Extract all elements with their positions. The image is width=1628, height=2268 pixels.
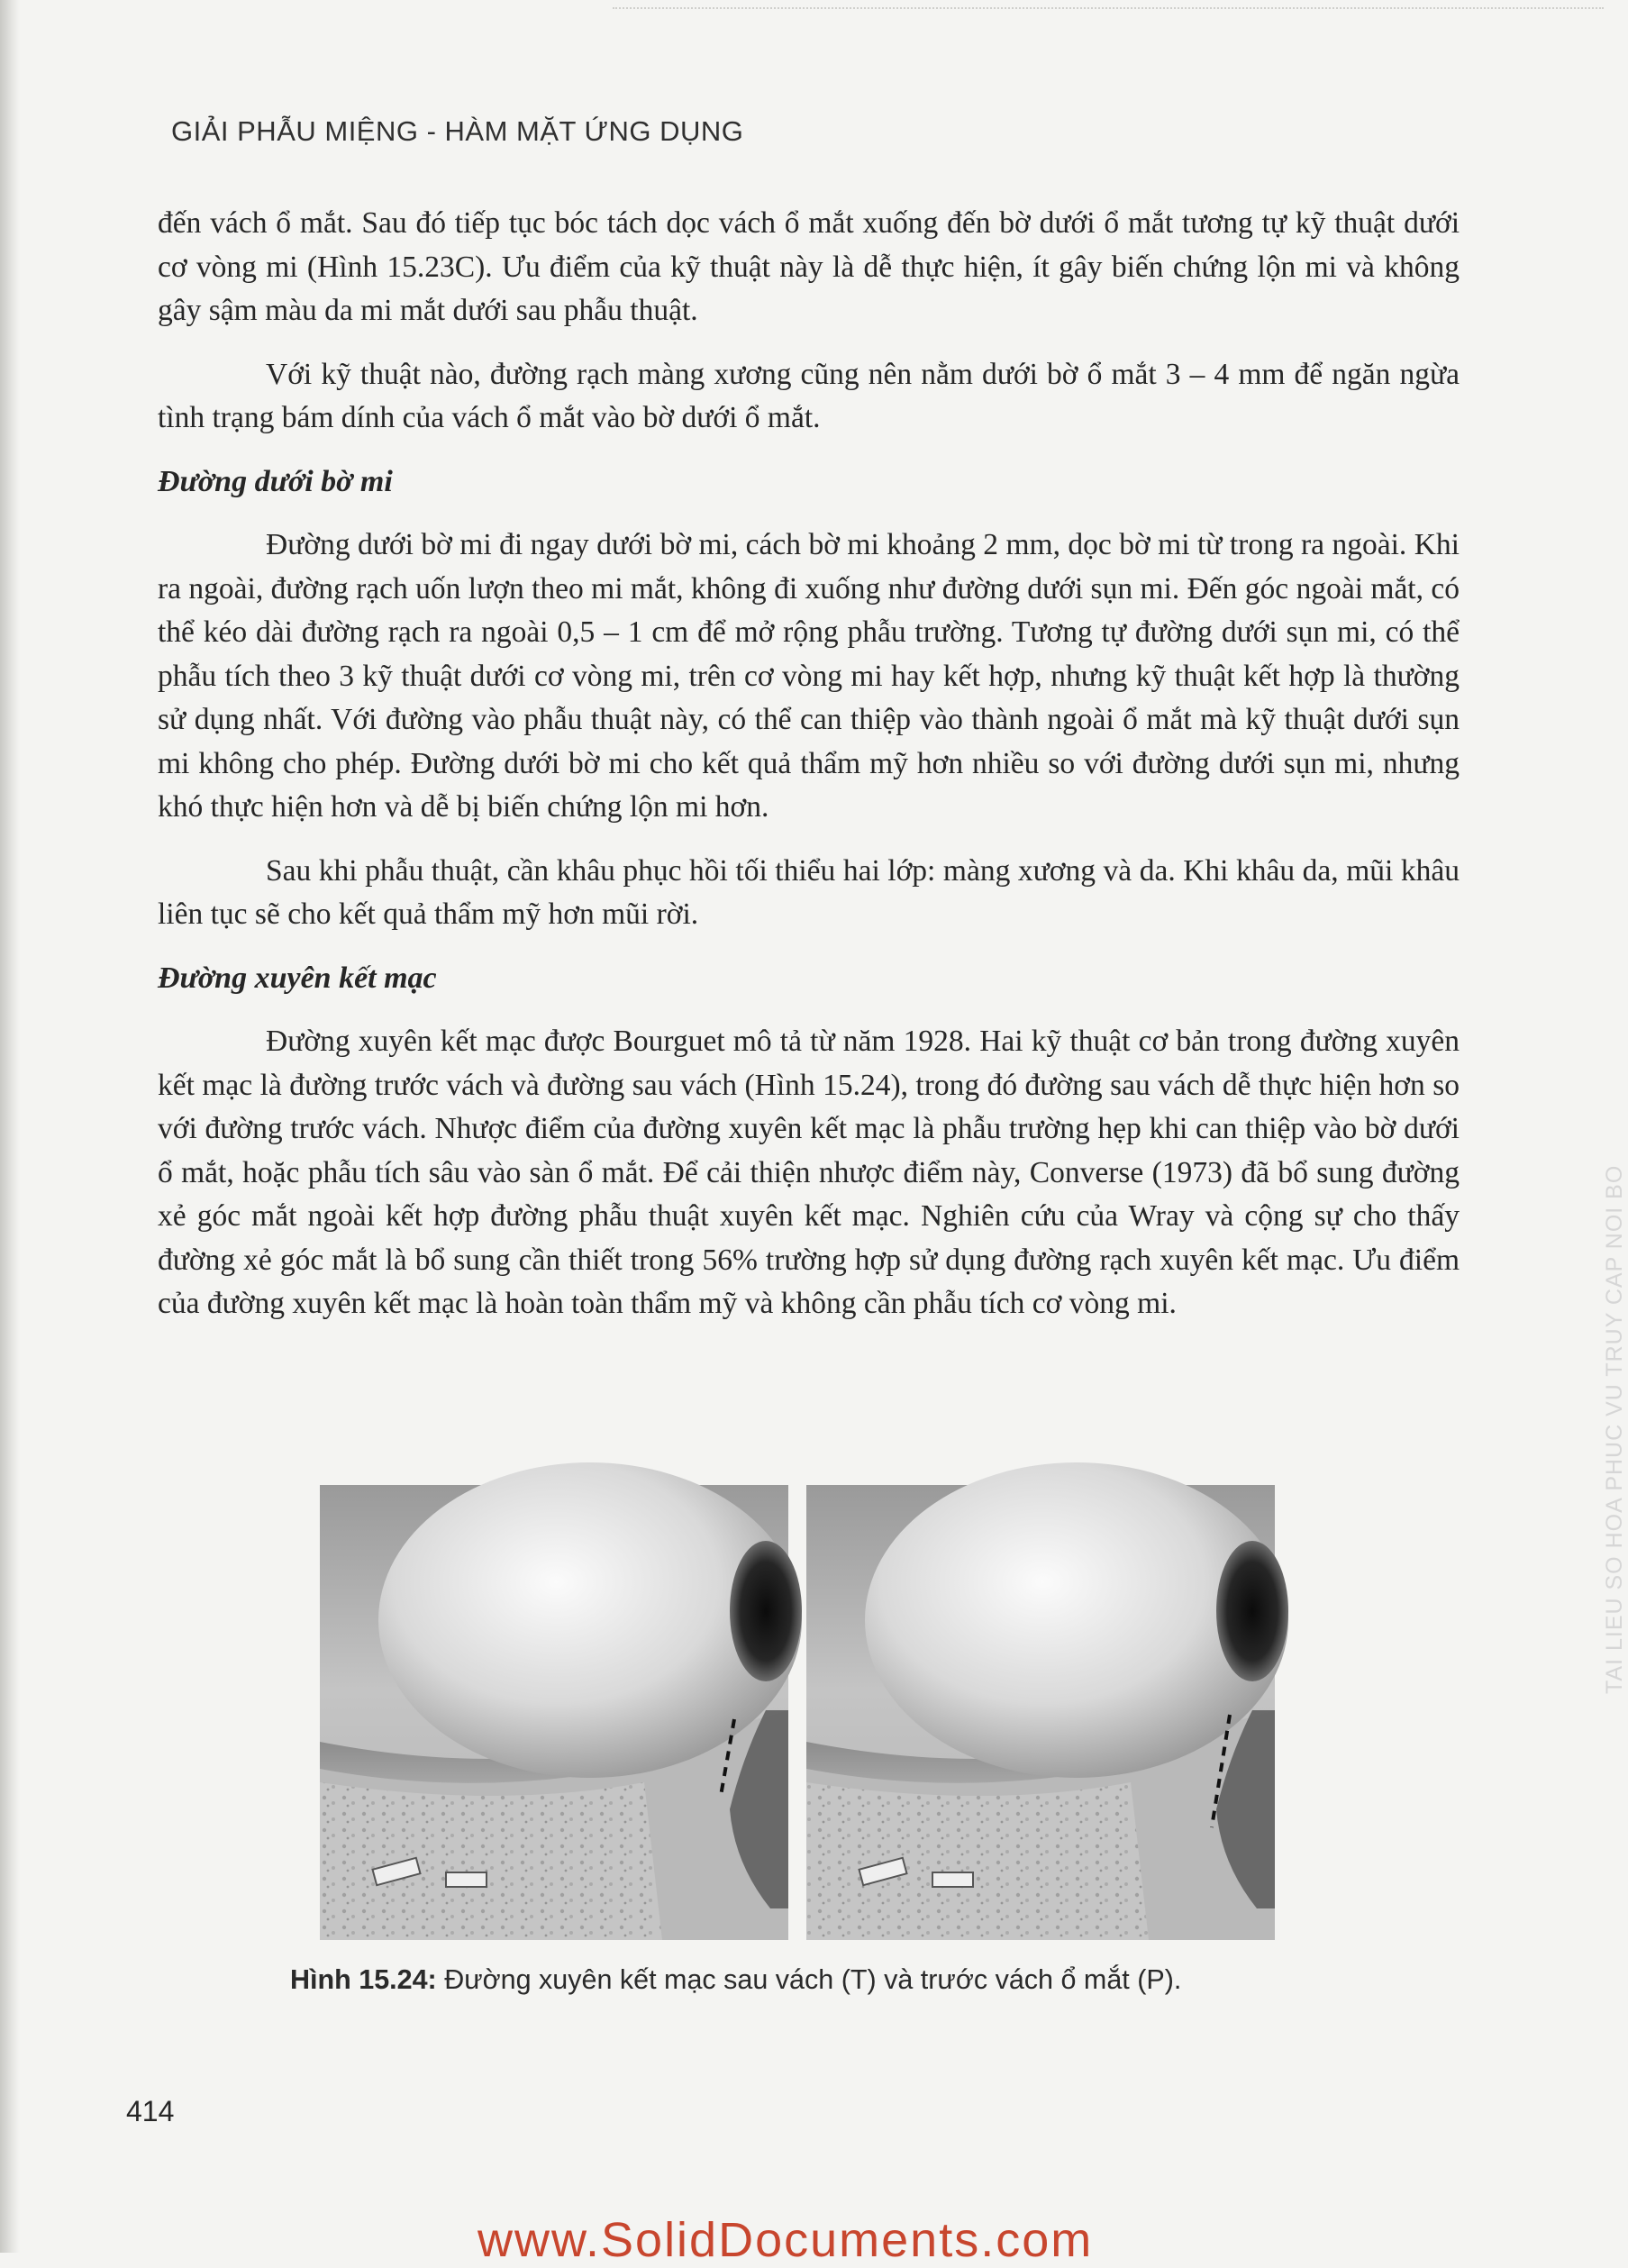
scan-artifact <box>613 7 1604 22</box>
paragraph: đến vách ổ mắt. Sau đó tiếp tục bóc tách dọc vách ổ mắt xuống đến bờ dưới ổ mắt tương tự kỹ thuật dưới cơ vòng mi (Hình 15.23C). Ưu điểm của kỹ thuật này là dễ thực hiện, ít gây biến chứng lộn mi và không gây sậm màu da mi mắt dưới sau phẫu thuật. <box>158 206 1460 327</box>
eye-illustration-right <box>806 1462 1288 1940</box>
page-number: 414 <box>126 2095 175 2127</box>
paragraph: Đường xuyên kết mạc được Bourguet mô tả từ năm 1928. Hai kỹ thuật cơ bản trong đường xuyên kết mạc là đường trước vách và đường sau vách (Hình 15.24), trong đó đường sau vách dễ thực hiện hơn so với đường trước vách. Nhược điểm của đường xuyên kết mạc là phẫu trường hẹp khi can thiệp vào bờ dưới ổ mắt, hoặc phẫu tích sâu vào sàn ổ mắt. Để cải thiện nhược điểm này, Converse (1973) đã bổ sung đường xẻ góc mắt ngoài kết hợp đường phẫu thuật xuyên kết mạc. Nghiên cứu của Wray và cộng sự cho thấy đường xẻ góc mắt là bổ sung cần thiết trong 56% trường hợp sử dụng đường rạch xuyên kết mạc. Ưu điểm của đường xuyên kết mạc là hoàn toàn thẩm mỹ và không cần phẫu tích cơ vòng mi. <box>158 1025 1460 1320</box>
eye-illustration-left <box>320 1462 802 1940</box>
section-heading: Đường xuyên kết mạc <box>158 961 437 995</box>
figure-caption-text: Đường xuyên kết mạc sau vách (T) và trước vách ổ mắt (P). <box>436 1964 1182 1995</box>
paragraph: Đường dưới bờ mi đi ngay dưới bờ mi, cách bờ mi khoảng 2 mm, dọc bờ mi từ trong ra ngoài. Khi ra ngoài, đường rạch uốn lượn theo mi mắt, không đi xuống như đường dưới sụn mi. Đến góc ngoài mắt, có thể kéo dài đường rạch ra ngoài 0,5 – 1 cm để mở rộng phẫu trường. Tương tự đường dưới sụn mi, có thể phẫu tích theo 3 kỹ thuật dưới cơ vòng mi, trên cơ vòng mi hay kết hợp, nhưng kỹ thuật kết hợp là thường sử dụng nhất. Với đường vào phẫu thuật này, có thể can thiệp vào thành ngoài ổ mắt mà kỹ thuật dưới sụn mi không cho phép. Đường dưới bờ mi cho kết quả thẩm mỹ hơn nhiều so với đường dưới sụn mi, nhưng khó thực hiện hơn và dễ bị biến chứng lộn mi hơn. <box>158 528 1460 824</box>
watermark-text: TAI LIEU SO HOA PHUC VU TRUY CAP NOI BO <box>1602 1164 1627 1694</box>
figure-label: Hình 15.24: <box>290 1964 437 1995</box>
page-binding-shadow <box>0 0 20 2253</box>
footer-url: www.SolidDocuments.com <box>477 2213 1094 2267</box>
running-header: GIẢI PHẪU MIỆNG - HÀM MẶT ỨNG DỤNG <box>171 115 744 147</box>
figure-image <box>320 1485 1275 1940</box>
body-text <box>158 202 1460 1346</box>
paragraph: Với kỹ thuật nào, đường rạch màng xương cũng nên nằm dưới bờ ổ mắt 3 – 4 mm để ngăn ngừa tình trạng bám dính của vách ổ mắt vào bờ dưới ổ mắt. <box>158 357 1460 434</box>
figure-caption <box>290 1964 1335 1996</box>
section-heading: Đường dưới bờ mi <box>158 464 393 498</box>
paragraph: Sau khi phẫu thuật, cần khâu phục hồi tối thiểu hai lớp: màng xương và da. Khi khâu da, mũi khâu liên tục sẽ cho kết quả thẩm mỹ hơn mũi rời. <box>158 853 1460 931</box>
